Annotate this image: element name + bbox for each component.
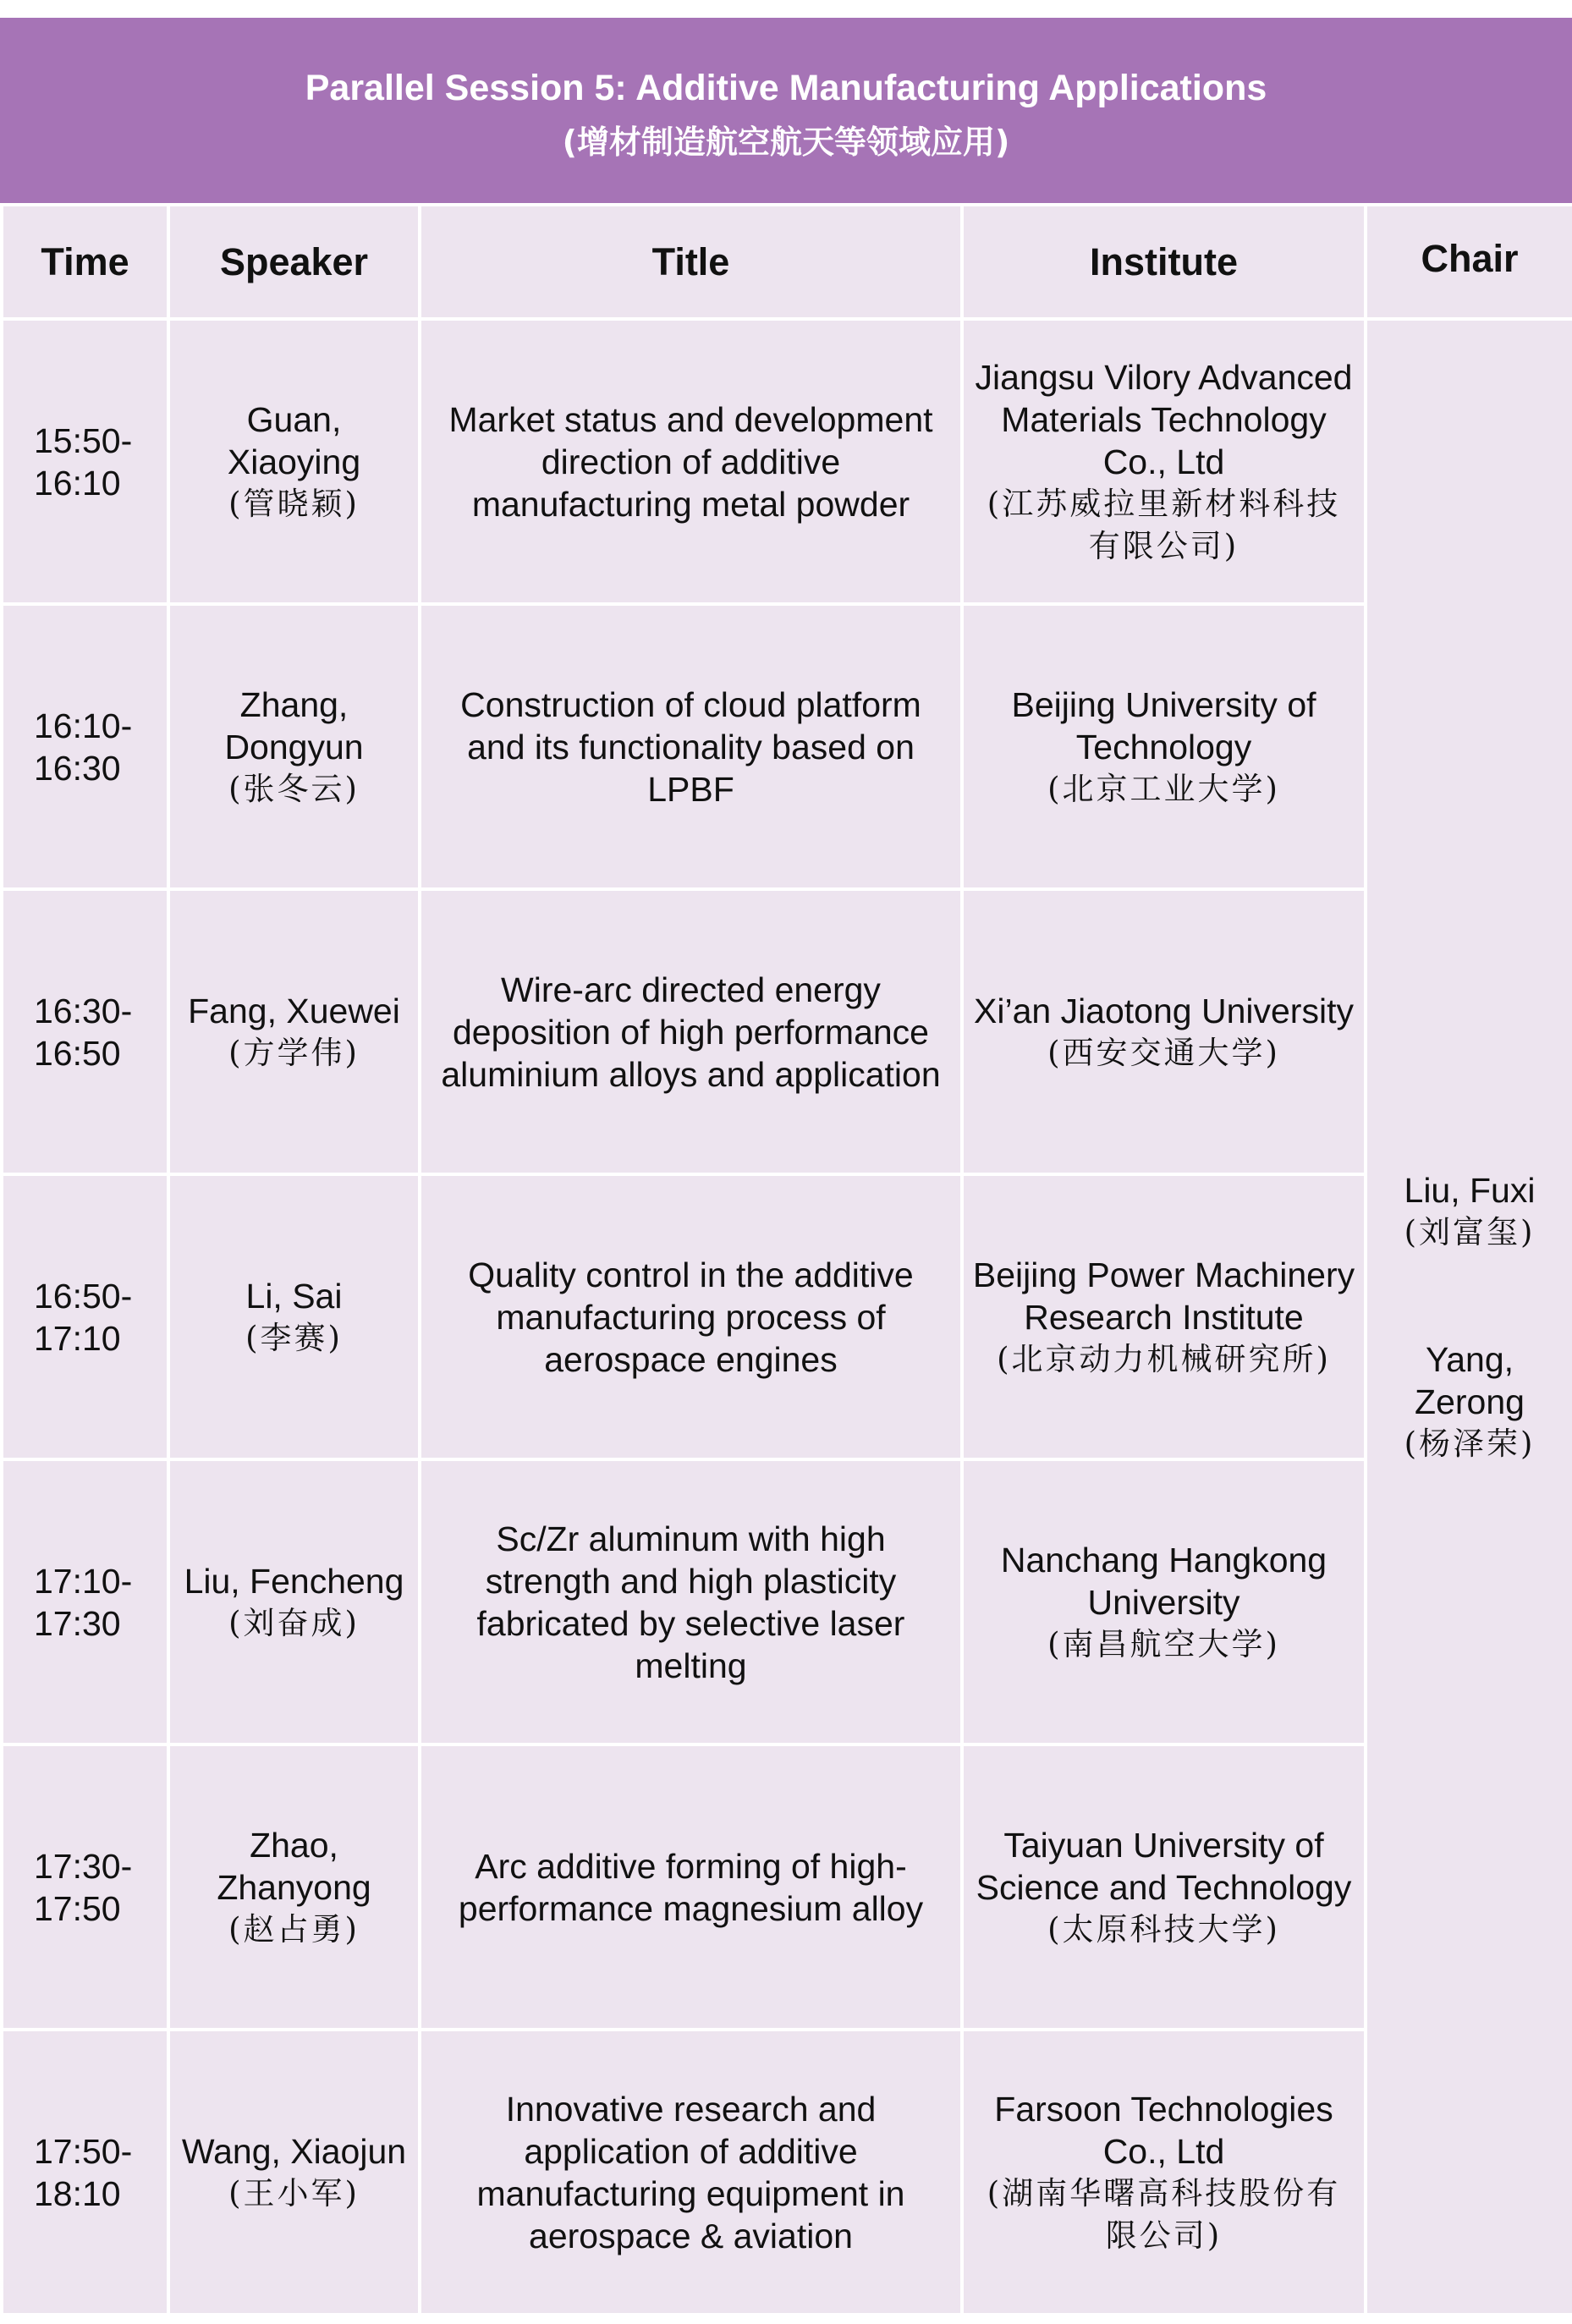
time-end: 16:50 [34, 1033, 121, 1073]
talk-title-cell: Wire-arc directed energy deposition of high performance aluminium alloys and application [420, 889, 962, 1174]
institute-name: Xi’an Jiaotong University [974, 991, 1354, 1030]
speaker-name: Fang, Xuewei [188, 991, 400, 1030]
column-header-speaker: Speaker [168, 205, 420, 319]
time-cell [2, 1174, 168, 1459]
institute-name-chinese: (西安交通大学) [1047, 1034, 1280, 1071]
speaker-name: Wang, Xiaojun [181, 2131, 407, 2171]
speaker-cell [168, 1174, 420, 1459]
talk-title-cell: Quality control in the additive manufacturing process of aerospace engines [420, 1174, 962, 1459]
session-schedule-sheet [0, 18, 1572, 2324]
column-header-institute: Institute [962, 205, 1366, 319]
speaker-cell [168, 604, 420, 889]
session-title: Parallel Session 5: Additive Manufacturing Applications [305, 68, 1267, 108]
time-start: 17:30- [34, 1846, 133, 1886]
time-cell [2, 1744, 168, 2030]
talk-title-cell: Sc/Zr aluminum with high strength and high plasticity fabricated by selective laser melting [420, 1459, 962, 1744]
speaker-name-chinese: (方学伟) [228, 1034, 360, 1071]
talk-title-cell: Construction of cloud platform and its functionality based on LPBF [420, 604, 962, 889]
table-row [2, 2030, 1572, 2315]
institute-name: Beijing University of Technology [1011, 684, 1316, 766]
talk-title-cell: Market status and development direction of additive manufacturing metal powder [420, 319, 962, 604]
time-start: 17:50- [34, 2131, 133, 2171]
institute-name: Jiangsu Vilory Advanced Materials Technology Co., Ltd [975, 357, 1353, 481]
institute-cell [962, 1174, 1366, 1459]
time-end: 17:10 [34, 1318, 121, 1358]
time-cell [2, 1459, 168, 1744]
time-end: 17:30 [34, 1603, 121, 1643]
institute-cell [962, 889, 1366, 1174]
speaker-cell [168, 1459, 420, 1744]
speaker-name: Zhao, Zhanyong [217, 1825, 371, 1907]
column-header-title: Title [420, 205, 962, 319]
speaker-cell [168, 2030, 420, 2315]
institute-cell [962, 604, 1366, 889]
time-start: 16:10- [34, 706, 133, 745]
session-banner [0, 18, 1572, 203]
time-end: 17:50 [34, 1888, 121, 1928]
institute-cell [962, 1459, 1366, 1744]
institute-cell [962, 1744, 1366, 2030]
chair-cell [1366, 319, 1572, 2315]
speaker-name: Zhang, Dongyun [224, 684, 364, 766]
session-subtitle: (增材制造航空航天等领域应用) [562, 124, 1010, 161]
institute-name-chinese: (北京动力机械研究所) [997, 1340, 1331, 1377]
table-row [2, 1744, 1572, 2030]
schedule-table [0, 203, 1572, 2316]
time-end: 16:30 [34, 748, 121, 788]
institute-name-chinese: (湖南华曙高科技股份有限公司) [987, 2174, 1341, 2254]
institute-name-chinese: (江苏威拉里新材料科技有限公司) [987, 485, 1341, 564]
time-start: 17:10- [34, 1561, 133, 1601]
speaker-name-chinese: (张冬云) [228, 770, 360, 807]
speaker-name: Liu, Fencheng [184, 1561, 404, 1601]
time-end: 16:10 [34, 463, 121, 503]
time-cell [2, 319, 168, 604]
speaker-name-chinese: (赵占勇) [228, 1910, 360, 1948]
table-row [2, 319, 1572, 604]
time-start: 16:30- [34, 991, 133, 1030]
speaker-name-chinese: (王小军) [228, 2174, 360, 2211]
institute-name-chinese: (南昌航空大学) [1047, 1625, 1280, 1662]
column-header-time: Time [2, 205, 168, 319]
time-start: 16:50- [34, 1276, 133, 1316]
table-row [2, 604, 1572, 889]
chair-name-chinese: (刘富玺) [1404, 1213, 1536, 1250]
institute-cell [962, 319, 1366, 604]
header-row [2, 205, 1572, 319]
speaker-name: Li, Sai [245, 1276, 343, 1316]
chair-name: Yang, Zerong [1415, 1339, 1525, 1421]
time-start: 15:50- [34, 420, 133, 460]
talk-title-cell: Innovative research and application of additive manufacturing equipment in aerospace & aviation [420, 2030, 962, 2315]
speaker-cell [168, 889, 420, 1174]
column-header-chair: Chair [1366, 205, 1572, 319]
institute-name-chinese: (北京工业大学) [1047, 770, 1280, 807]
time-cell [2, 2030, 168, 2315]
institute-cell [962, 2030, 1366, 2315]
table-row [2, 1459, 1572, 1744]
table-row [2, 1174, 1572, 1459]
chair-name-chinese: (杨泽荣) [1404, 1425, 1536, 1462]
institute-name: Beijing Power Machinery Research Institute [972, 1255, 1355, 1337]
speaker-name-chinese: (刘奋成) [228, 1604, 360, 1641]
time-end: 18:10 [34, 2173, 121, 2213]
chair-name: Liu, Fuxi [1404, 1170, 1536, 1210]
speaker-name: Guan, Xiaoying [227, 399, 361, 481]
speaker-name-chinese: (李赛) [245, 1319, 343, 1356]
time-cell [2, 604, 168, 889]
table-row [2, 889, 1572, 1174]
institute-name: Farsoon Technologies Co., Ltd [994, 2089, 1333, 2171]
chair-spacer [1376, 1254, 1564, 1338]
institute-name-chinese: (太原科技大学) [1047, 1910, 1280, 1948]
institute-name: Taiyuan University of Science and Technology [976, 1825, 1352, 1907]
speaker-cell [168, 319, 420, 604]
time-cell [2, 889, 168, 1174]
institute-name: Nanchang Hangkong University [1000, 1540, 1327, 1622]
speaker-cell [168, 1744, 420, 2030]
talk-title-cell: Arc additive forming of high-performance magnesium alloy [420, 1744, 962, 2030]
speaker-name-chinese: (管晓颖) [228, 485, 360, 522]
